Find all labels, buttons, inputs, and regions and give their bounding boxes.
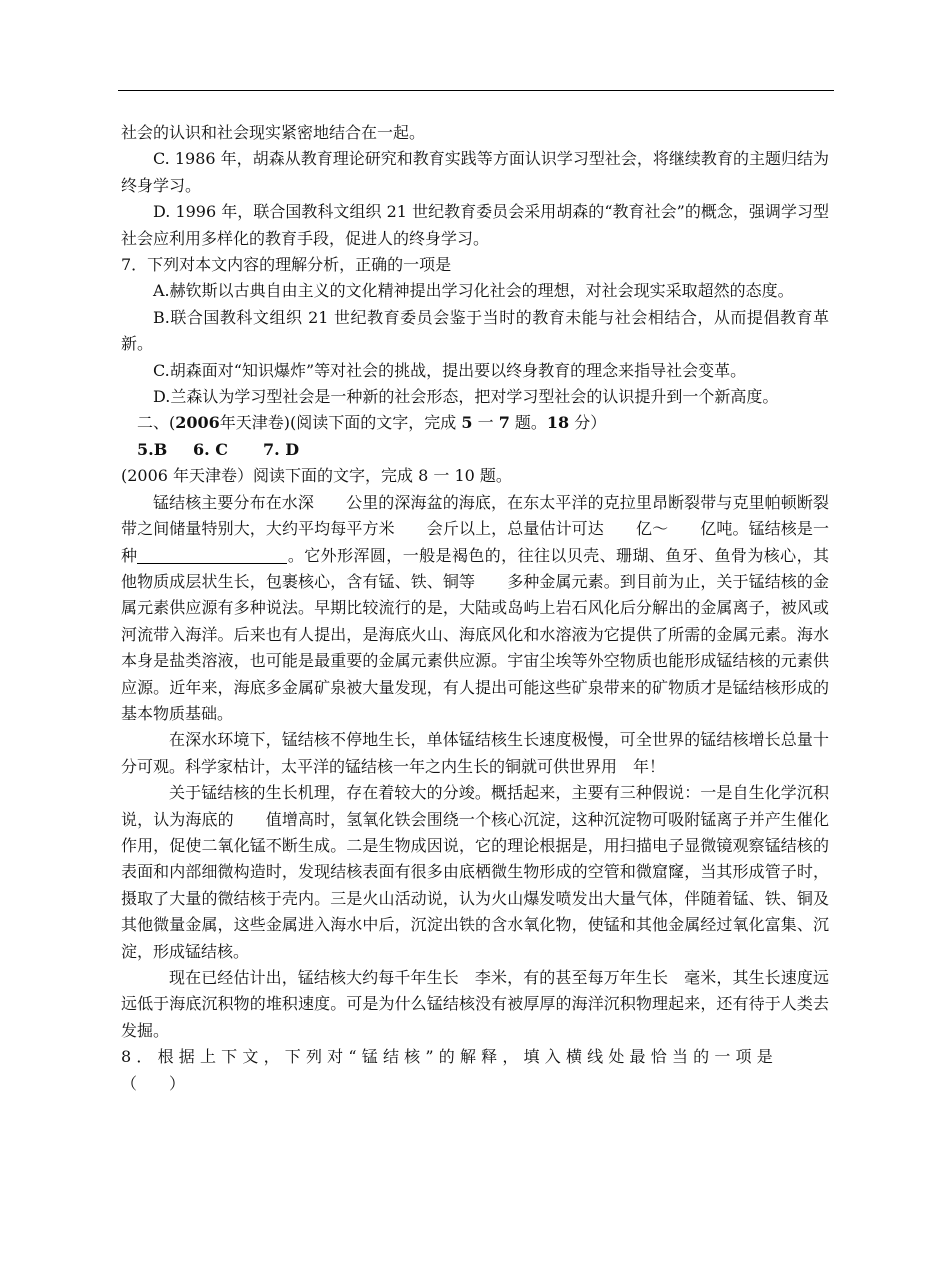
passage-intro: (2006 年天津卷）阅读下面的文字，完成 8 一 10 题。 [121, 466, 512, 486]
question-8-stem: 8．根据上下文，下列对“锰结核”的解释，填入横线处最恰当的一项是 [121, 1047, 778, 1067]
fill-in-blank [137, 545, 287, 564]
option-d: D. 1996 年，联合国教科文组织 21 世纪教育委员会采用胡森的“教育社会”的概念，强调学习型社会应利用多样化的教育手段，促进人的终身学习。 [121, 202, 829, 248]
passage-paragraph-3: 关于锰结核的生长机理，存在着较大的分竣。概括起来，主要有三种假说：一是自生化学沉积说，认为海底的 值增高时，氢氧化铁会围绕一个核心沉淀，这种沉淀物可吸附锰离子并产生催化作用，促使二氧化锰不断生成。二是生物成因说，它的理论根据是，用扫描电子显微镜观察锰结核的表面和内部细微构造时，发现结核表面有很多由底栖微生物形成的空管和微窟窿，当其形成管子时，摄取了大量的微结核于壳内。三是火山活动说，认为火山爆发喷发出大量气体，伴随着锰、铁、铜及其他微量金属，这些金属进入海水中后，沉淀出铁的含水氧化物，使锰和其他金属经过氧化富集、沉淀，形成锰结核。 [121, 783, 829, 961]
passage-paragraph-1: 锰结核主要分布在水深 公里的深海盆的海底，在东太平洋的克拉里昂断裂带与克里帕顿断裂带之间储量特别大，大约平均每平方米 会斤以上，总量估计可达 亿～ 亿吨。锰结核是一种 。它外形浑圆，一般是褐色的，往往以贝壳、珊瑚、鱼牙、鱼骨为核心，其他物质成层状生长，包裹核心，含有锰、铁、铜等 多种金属元素。到目前为止，关于锰结核的金属元素供应源有多种说法。早期比较流行的是，大陆或岛屿上岩石风化后分解出的金属离子，被风或河流带入海洋。后来也有人提出，是海底火山、海底风化和水溶液为它提供了所需的金属元素。海水本身是盐类溶液，也可能是最重要的金属元素供应源。宇宙尘埃等外空物质也能形成锰结核的元素供应源。近年来，海底多金属矿泉被大量发现，有人提出可能这些矿泉带来的矿物质才是锰结核形成的基本物质基础。 [121, 492, 829, 723]
answer-5: 5.B [137, 439, 168, 459]
passage-paragraph-2: 在深水环境下，锰结核不停地生长，单体锰结核生长速度极慢，可全世界的锰结核增长总量十分可观。科学家枯计，太平洋的锰结核一年之内生长的铜就可供世界用 年！ [121, 730, 829, 776]
text-line: 社会的认识和社会现实紧密地结合在一起。 [121, 123, 426, 142]
option-c: C. 1986 年，胡森从教育理论研究和教育实践等方面认识学习型社会，将继续教育的主题归结为终身学习。 [121, 149, 829, 195]
answer-key [121, 437, 829, 463]
answer-parentheses: （ ） [121, 1073, 186, 1093]
answer-7: 7. D [263, 439, 300, 459]
question-7-option-a: A.赫钦斯以古典自由主义的文化精神提出学习化社会的理想，对社会现实采取超然的态度。 [153, 281, 794, 301]
header-rule [118, 90, 834, 91]
question-7-option-c: C.胡森面对“知识爆炸”等对社会的挑战，提出要以终身教育的理念来指导社会变革。 [153, 360, 747, 380]
section-heading: 二、(2006年天津卷)(阅读下面的文字，完成 5 一 7 题。18 分） [137, 413, 607, 433]
answer-6: 6. C [193, 439, 229, 459]
question-7-option-b: B.联合国教科文组织 21 世纪教育委员会鉴于当时的教育未能与社会相结合，从而提倡教育革新。 [121, 307, 829, 354]
question-7-stem: 7．下列对本文内容的理解分析，正确的一项是 [121, 255, 452, 275]
document-body [121, 120, 829, 1097]
question-7-option-d: D.兰森认为学习型社会是一种新的社会形态，把对学习型社会的认识提升到一个新高度。 [153, 387, 779, 407]
passage-paragraph-4: 现在已经估计出，锰结核大约每千年生长 李米，有的甚至每万年生长 毫米，其生长速度远远低于海底沉积物的堆积速度。可是为什么锰结核没有被厚厚的海洋沉积物理起来，还有待于人类去发掘。 [121, 968, 829, 1040]
